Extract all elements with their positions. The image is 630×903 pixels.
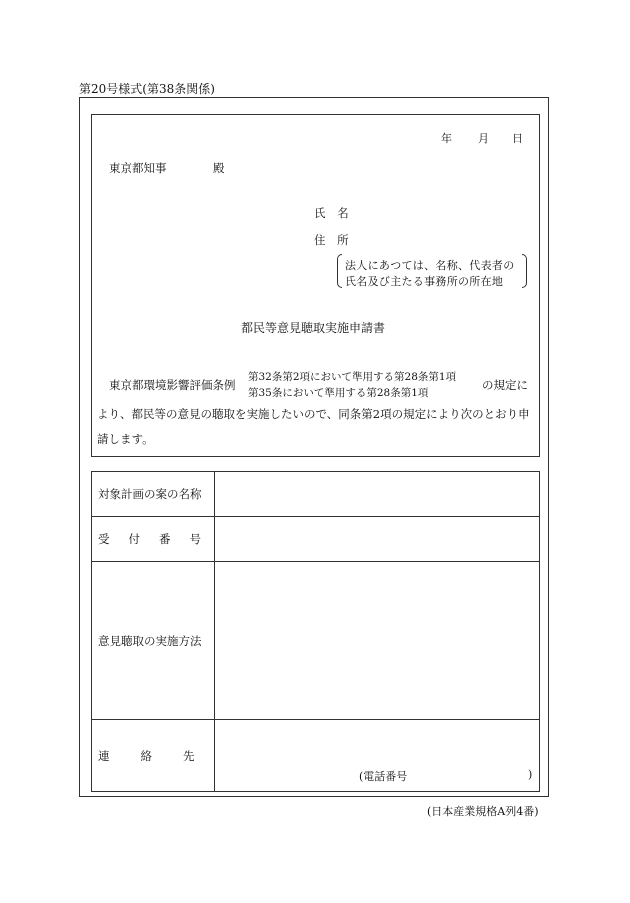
hearing-method-field[interactable] [215, 562, 540, 720]
recipient-suffix: 殿 [213, 161, 225, 175]
receipt-label-char-1: 受 [98, 532, 110, 546]
corporation-note [337, 254, 527, 290]
details-table [91, 471, 540, 792]
receipt-label-char-2: 付 [128, 532, 140, 546]
address-label-char-2: 所 [337, 233, 349, 247]
receipt-label-char-3: 番 [159, 532, 171, 546]
name-label-char-2: 名 [337, 206, 349, 220]
phone-number-label: (電話番号 [359, 770, 408, 783]
body-line-3: 請します。 [97, 432, 154, 446]
note-left-bracket [337, 254, 342, 288]
recipient-name: 東京都知事 [109, 161, 167, 175]
paper-size-note: (日本産業規格A列4番) [427, 805, 539, 818]
date-month-label: 月 [478, 132, 489, 145]
document-title: 都民等意見聴取実施申請書 [241, 321, 386, 335]
contact-label-char-3: 先 [183, 748, 195, 763]
note-line-2: 氏名及び主たる事務所の所在地 [345, 275, 504, 288]
note-right-bracket [522, 254, 527, 288]
table-row [92, 517, 540, 562]
name-label-char-1: 氏 [314, 206, 326, 220]
plan-name-label: 対象計画の案の名称 [92, 472, 215, 517]
table-row [92, 720, 540, 792]
note-line-1: 法人にあつては、名称、代表者の [345, 259, 515, 272]
body-line-2: より、都民等の意見の聴取を実施したいので、同条第2項の規定により次のとおり申 [97, 407, 530, 421]
plan-name-field[interactable] [215, 472, 540, 517]
receipt-number-label [92, 517, 215, 562]
contact-label-char-2: 絡 [140, 748, 152, 763]
hearing-method-label: 意見聴取の実施方法 [92, 562, 215, 720]
body-ordinance: 東京都環境影響評価条例 [109, 378, 236, 392]
receipt-number-field[interactable] [215, 517, 540, 562]
table-row [92, 562, 540, 720]
date-year-label: 年 [441, 132, 452, 145]
phone-number-close: ) [528, 768, 533, 781]
contact-label-char-1: 連 [98, 748, 110, 763]
body-option-1: 第32条第2項において準用する第28条第1項 [248, 371, 457, 383]
contact-label [92, 720, 215, 792]
address-label-char-1: 住 [314, 233, 326, 247]
date-day-label: 日 [512, 132, 523, 145]
applicant-address-label [314, 232, 349, 248]
body-tail: の規定に [482, 378, 528, 392]
body-option-2: 第35条において準用する第28条第1項 [248, 387, 429, 399]
applicant-name-label [314, 205, 349, 221]
receipt-label-char-4: 号 [189, 532, 201, 546]
table-row [92, 472, 540, 517]
form-number: 第20号様式(第38条関係) [79, 82, 215, 96]
